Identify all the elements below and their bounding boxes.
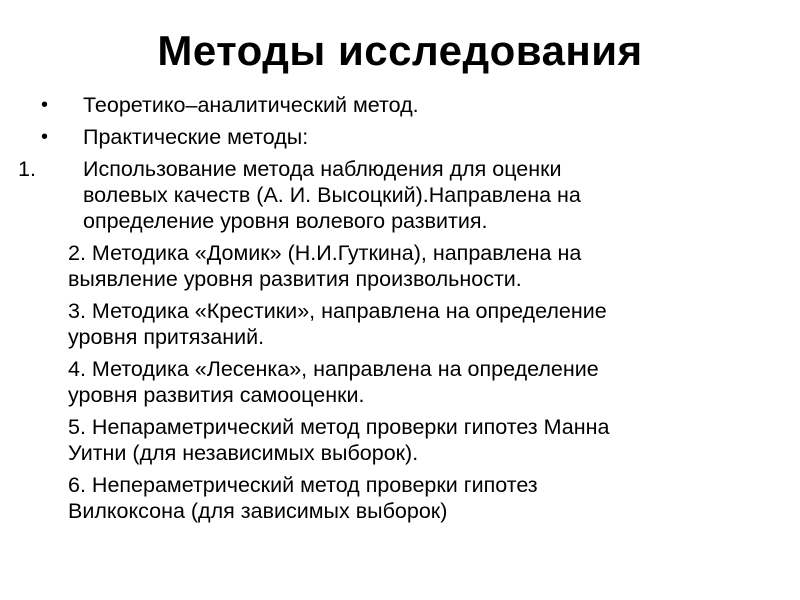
- list-item-method-2: [0, 240, 800, 292]
- number-marker: 4.: [68, 357, 86, 381]
- number-marker: 3.: [68, 299, 86, 323]
- list-item-text: 2. Методика «Домик» (Н.И.Гуткина), направлена на выявление уровня развития произвольности.: [68, 241, 582, 291]
- list-item-text: Практические методы:: [83, 125, 309, 149]
- list-item-method-3: [0, 298, 800, 350]
- number-marker: 6.: [68, 473, 86, 497]
- bullet-marker: •: [41, 126, 49, 148]
- list-item-method-4: [0, 356, 800, 408]
- number-marker: 2.: [68, 241, 86, 265]
- methods-list: [0, 92, 800, 530]
- list-item-text: Теоретико–аналитический метод.: [83, 93, 419, 117]
- number-marker: 5.: [68, 415, 86, 439]
- list-item-method-6: [0, 472, 800, 524]
- list-item-text: 5. Непараметрический метод проверки гипотез Манна Уитни (для независимых выборок).: [68, 415, 610, 465]
- slide-title: Методы исследования: [157, 27, 643, 74]
- bullet-marker: •: [41, 94, 49, 116]
- list-item-text: Использование метода наблюдения для оценки волевых качеств (А. И. Высоцкий).Направлена на определение уровня волевого развития.: [83, 157, 581, 233]
- list-item-theoretical-method: [0, 92, 800, 118]
- list-item-text: 6. Непераметрический метод проверки гипотез Вилкоксона (для зависимых выборок): [68, 473, 538, 523]
- list-item-text: 4. Методика «Лесенка», направлена на определение уровня развития самооценки.: [68, 357, 599, 407]
- list-item-method-5: [0, 414, 800, 466]
- list-item-method-1: [0, 156, 800, 234]
- list-item-practical-methods: [0, 124, 800, 150]
- number-marker: 1.: [18, 157, 36, 181]
- list-item-text: 3. Методика «Крестики», направлена на определение уровня притязаний.: [68, 299, 607, 349]
